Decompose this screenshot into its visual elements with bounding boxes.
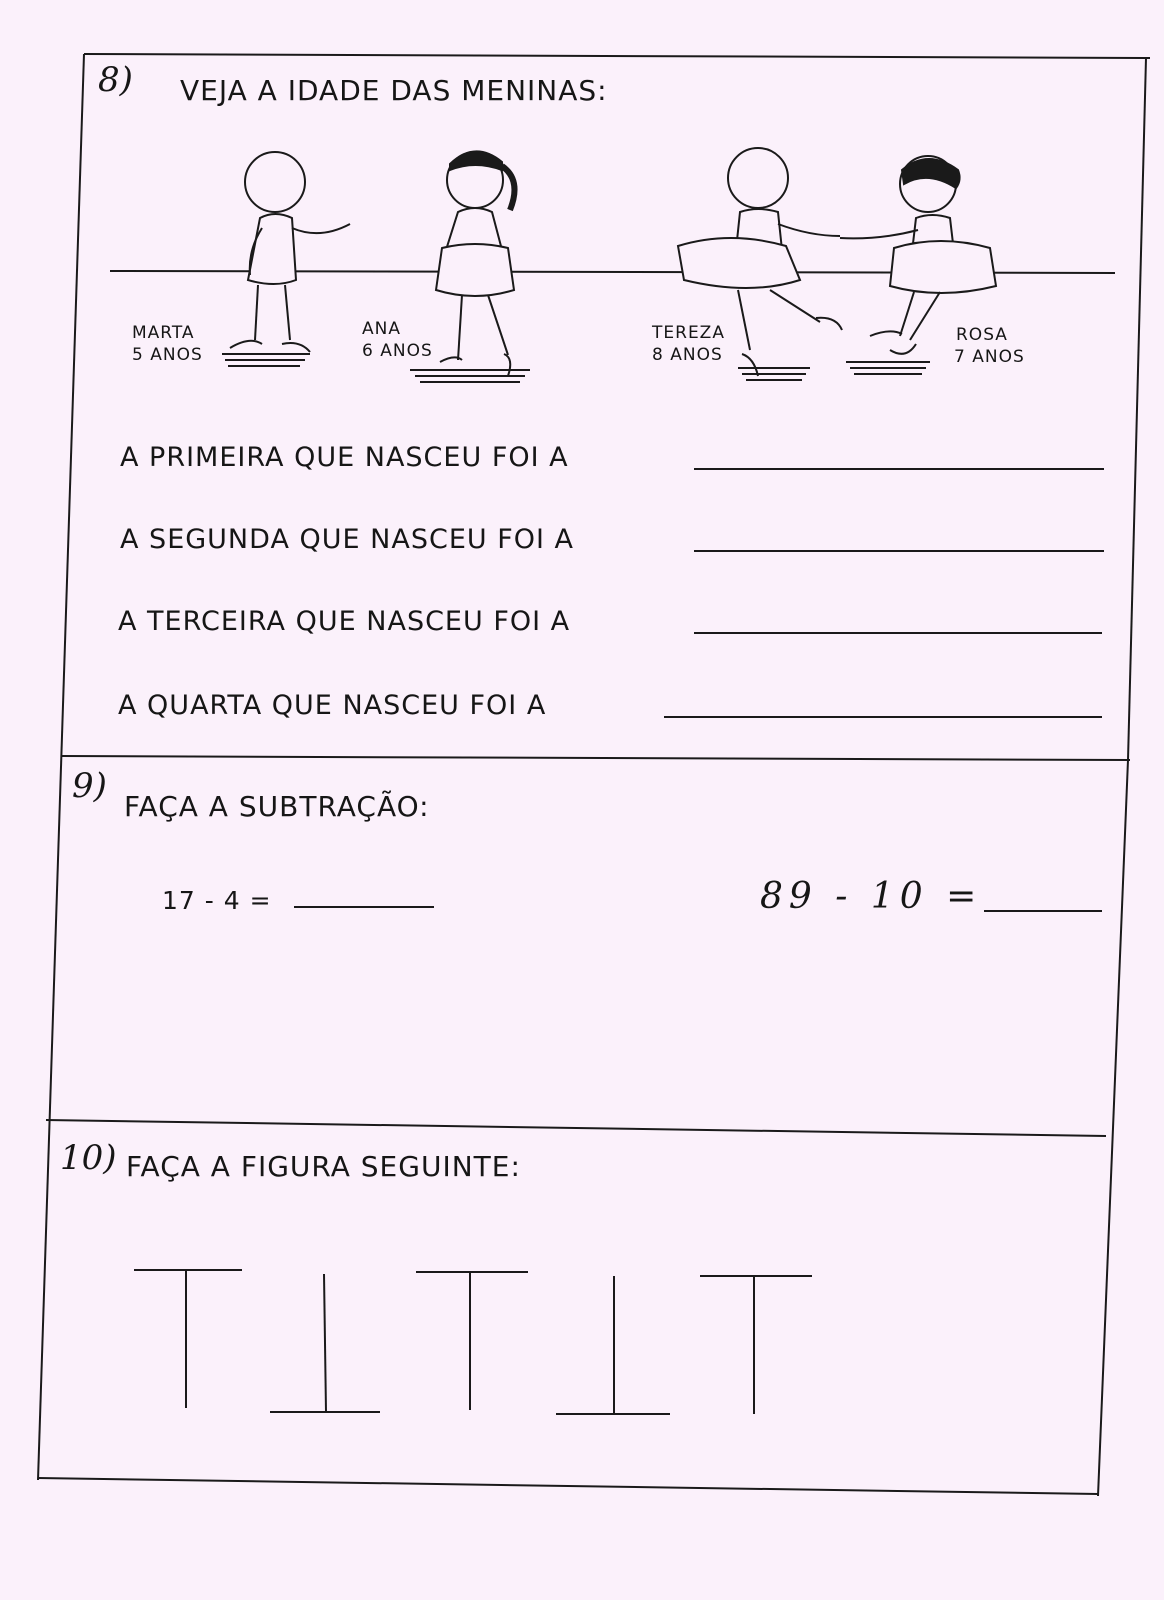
question-third: A TERCEIRA QUE NASCEU FOI A	[118, 606, 571, 637]
exercise-9-title: FAÇA A SUBTRAÇÃO:	[124, 790, 430, 823]
answer-blank-second[interactable]	[694, 550, 1104, 552]
girl-label-tereza	[652, 322, 725, 366]
subtraction-problem-1: 17 - 4 =	[162, 886, 272, 915]
girl-label-rosa	[956, 324, 1025, 368]
girl-name: TEREZA	[652, 323, 725, 343]
girl-label-ana	[362, 318, 433, 362]
marta-figure	[222, 152, 350, 366]
pattern-figure	[120, 1260, 840, 1430]
girl-name: ROSA	[956, 325, 1008, 345]
girl-age: 5 ANOS	[132, 345, 203, 365]
answer-blank-fourth[interactable]	[664, 716, 1102, 718]
girl-name: MARTA	[132, 323, 195, 343]
exercise-9-number: 9)	[72, 766, 107, 806]
answer-blank-first[interactable]	[694, 468, 1104, 470]
question-fourth: A QUARTA QUE NASCEU FOI A	[118, 690, 547, 721]
girl-age: 6 ANOS	[362, 341, 433, 361]
girl-label-marta	[132, 322, 203, 366]
question-second: A SEGUNDA QUE NASCEU FOI A	[120, 524, 575, 555]
question-first: A PRIMEIRA QUE NASCEU FOI A	[120, 442, 569, 473]
girl-name: ANA	[362, 319, 401, 339]
exercise-8-title: VEJA A IDADE DAS MENINAS:	[180, 74, 608, 107]
pattern-inverted-t-1-stem	[324, 1274, 326, 1412]
subtraction-answer-blank-2[interactable]	[984, 910, 1102, 912]
girl-age: 7 ANOS	[954, 347, 1025, 367]
answer-blank-third[interactable]	[694, 632, 1102, 634]
exercise-10-number: 10)	[60, 1138, 117, 1178]
subtraction-problem-2: 89 - 10 =	[760, 876, 983, 917]
exercise-10-title: FAÇA A FIGURA SEGUINTE:	[126, 1150, 521, 1183]
subtraction-answer-blank-1[interactable]	[294, 906, 434, 908]
girl-age: 8 ANOS	[652, 345, 723, 365]
exercise-8-number: 8)	[98, 60, 133, 100]
